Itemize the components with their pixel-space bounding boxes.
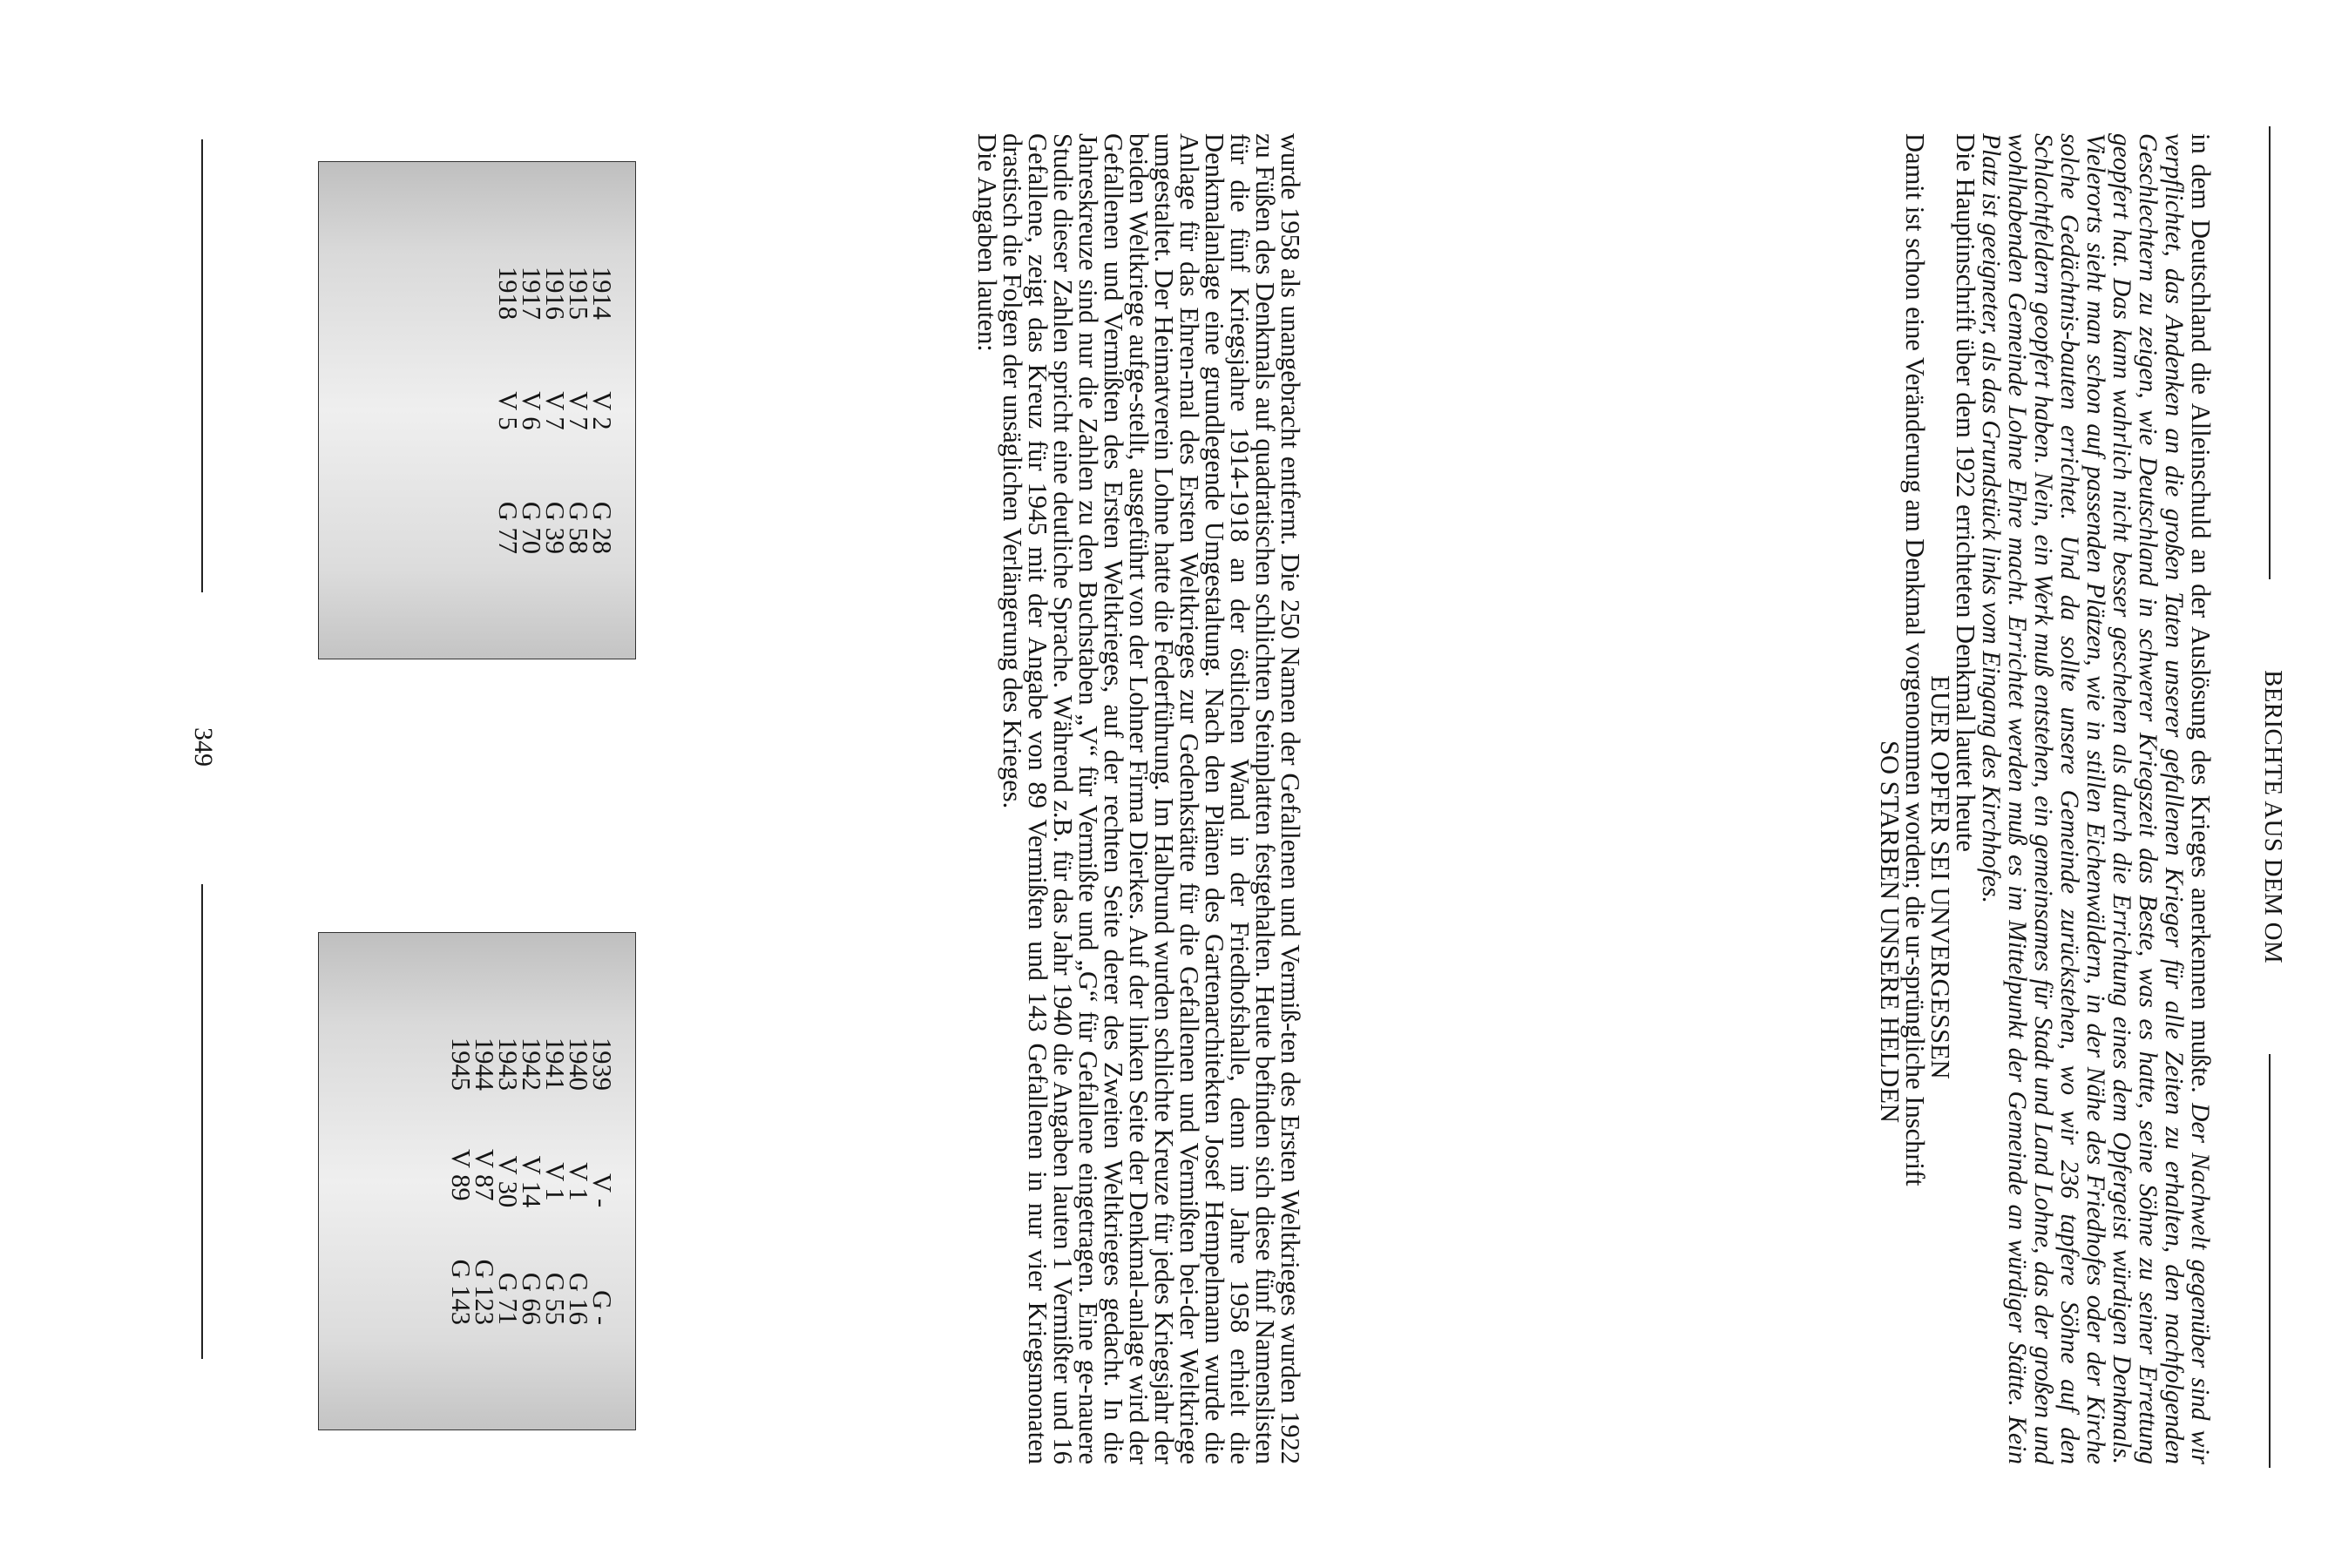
cell-g: G 143 — [446, 1259, 476, 1325]
cell-year: 1945 — [446, 1037, 476, 1091]
table-row — [587, 1037, 617, 1325]
cell-g: G 70 — [517, 501, 546, 554]
table-row — [540, 1037, 570, 1325]
cell-year: 1939 — [587, 1037, 617, 1091]
cell-year: 1940 — [564, 1037, 593, 1091]
paragraph-2: Die Hauptinschrift über dem 1922 errichteten Denkmal lautet heute — [1951, 133, 1980, 852]
inscription-current: EUER OPFER SEI UNVERGESSEN — [1926, 675, 1955, 1079]
main-section — [974, 133, 1303, 1464]
cell-g: G - — [587, 1290, 617, 1325]
cell-v: V 7 — [540, 391, 570, 430]
cell-year: 1916 — [540, 267, 570, 320]
paragraph-5: Die Angaben lauten: — [972, 133, 1002, 352]
page-number: 349 — [189, 727, 218, 767]
table-row — [587, 267, 617, 554]
page-footer — [183, 0, 218, 1568]
cell-v: V 14 — [517, 1155, 546, 1208]
cell-g: G 66 — [517, 1272, 546, 1325]
cell-year: 1942 — [517, 1037, 546, 1091]
cell-v: V 87 — [470, 1148, 499, 1201]
cell-g: G 77 — [493, 501, 523, 554]
table-row — [517, 267, 546, 554]
paragraph-3: Damit ist schon eine Veränderung am Denkmal vorgenommen worden; die ur-sprüngliche Inschrift — [1900, 133, 1930, 1186]
table-row — [564, 1037, 593, 1325]
cell-year: 1943 — [493, 1037, 523, 1091]
table-row — [493, 267, 523, 554]
cell-year: 1944 — [470, 1037, 499, 1091]
table-row — [517, 1037, 546, 1325]
cell-year: 1917 — [517, 267, 546, 320]
cell-v: V 5 — [493, 391, 523, 430]
table-row — [540, 267, 570, 554]
cell-v: V 6 — [517, 391, 546, 430]
cell-v: V 1 — [540, 1162, 570, 1201]
cell-v: V 7 — [564, 391, 593, 430]
cell-year: 1918 — [493, 267, 523, 320]
cell-year: 1914 — [587, 267, 617, 320]
table-row — [446, 1037, 476, 1325]
quoted-appeal: Der Nachwelt gegenüber sind wir verpflichtet, das Andenken an die großen Taten unserer gefallenen Krieger für alle Zeiten zu erhalten, den nachfolgenden Geschlechtern zu zeigen, wie Deutschland in schwerer Kriegszeit das Beste, was es hatte, seine Söhne zu seiner Errettung geopfert hat. Das kann wahrlich nicht besser geschehen als durch die Errichtung eines dem Opfergeist würdigen Denkmals. Vielerorts sieht man schon auf passenden Plätzen, wie in stillen Eichenwäldern, in der Nähe des Friedhofes oder der Kirche solche Gedächtnis-bauten errichtet. Und da sollte unsere Gemeinde zurückstehen, wo wir 236 tapfere Söhne auf den Schlachtfeldern geopfert haben. Nein, ein Werk muß entstehen, ein gemeinsames für Stadt und Land Lohne, das der großen und wohlhabenden Gemeinde Lohne Ehre macht. Errichtet werden muß es im Mittelpunkt der Gemeinde an würdiger Stätte. Kein Platz ist geeigneter, als das Grundstück links vom Eingang des Kirchhofes. — [1977, 133, 2214, 1465]
cell-g: G 58 — [564, 501, 593, 554]
footer-rule-right — [201, 884, 203, 1359]
cell-v: V 1 — [564, 1162, 593, 1201]
ww2-memorial-table — [318, 932, 636, 1430]
ww1-memorial-table — [318, 161, 636, 659]
cell-g: G 55 — [540, 1272, 570, 1325]
inscription-original: SO STARBEN UNSERE HELDEN — [1875, 740, 1905, 1123]
header-rule-right — [2269, 1054, 2271, 1468]
table-row — [470, 1037, 499, 1325]
running-header — [2252, 0, 2287, 1568]
cell-v: V 30 — [493, 1155, 523, 1208]
paragraph-1-line-1: in dem Deutschland die Alleinschuld an der Auslösung des Krieges anerkennen — [2186, 133, 2216, 1010]
cell-g: G 71 — [493, 1272, 523, 1325]
ww2-rows — [446, 933, 635, 1429]
paragraph-1 — [1977, 133, 2216, 1465]
table-row — [564, 267, 593, 554]
cell-year: 1941 — [540, 1037, 570, 1091]
cell-year: 1915 — [564, 267, 593, 320]
running-header-title: BERICHTE AUS DEM OM — [2259, 670, 2287, 963]
intro-section — [1875, 133, 2216, 1465]
ww1-rows — [493, 162, 635, 659]
paragraph-4: wurde 1958 als unangebracht entfernt. Die 250 Namen der Gefallenen und Vermiß-ten des Ersten Weltkrieges wurden 1922 zu Füßen des Denkmals auf quadratischen schlichten Steinplatten festgehalten. Heute befinden sich diese fünf Namenslisten für die fünf Kriegsjahre 1914-1918 an der östlichen Wand in der Friedhofshalle, denn im Jahre 1958 erhielt die Denkmalanlage eine grundlegende Umgestaltung. Nach den Plänen des Gartenarchitekten Josef Hempelmann wurde die Anlage für das Ehren-mal des Ersten Weltkrieges zur Gedenkstätte für die Gefallenen und Vermißten bei-der Weltkriege umgestaltet. Der Heimatverein Lohne hatte die Federführung. Im Halbrund wurden schlichte Kreuze für jedes Kriegsjahr der beiden Weltkriege aufge-stellt, ausgeführt von der Lohner Firma Dierkes. Auf der linken Seite der Denkmal-anlage wird der Gefallenen und Vermißten des Ersten Weltkrieges, auf der rechten Seite derer des Zweiten Weltkrieges gedacht. In die Jahreskreuze sind nur die Zahlen zu den Buchstaben „V“ für Vermißte und „G“ für Gefallene eingetragen. Eine ge-nauere Studie dieser Zahlen spricht eine deutliche Sprache. Während z.B. für das Jahr 1940 die Angaben lauten 1 Vermißter und 16 Gefallene, zeigt das Kreuz für 1945 mit der Angabe von 89 Vermißten und 143 Gefallenen in nur vier Kriegsmonaten drastisch die Folgen der unsäglichen Verlängerung des Krieges. — [998, 133, 1305, 1464]
cell-g: G 28 — [587, 501, 617, 554]
footer-rule-left — [201, 139, 203, 592]
cell-g: G 39 — [540, 501, 570, 554]
cell-v: V - — [587, 1173, 617, 1208]
cell-v: V 89 — [446, 1148, 476, 1201]
cell-v: V 2 — [587, 391, 617, 430]
cell-g: G 123 — [470, 1259, 499, 1325]
header-rule-left — [2269, 126, 2271, 579]
cell-g: G 16 — [564, 1272, 593, 1325]
paragraph-1-line-2: mußte. — [2186, 1019, 2216, 1093]
table-row — [493, 1037, 523, 1325]
